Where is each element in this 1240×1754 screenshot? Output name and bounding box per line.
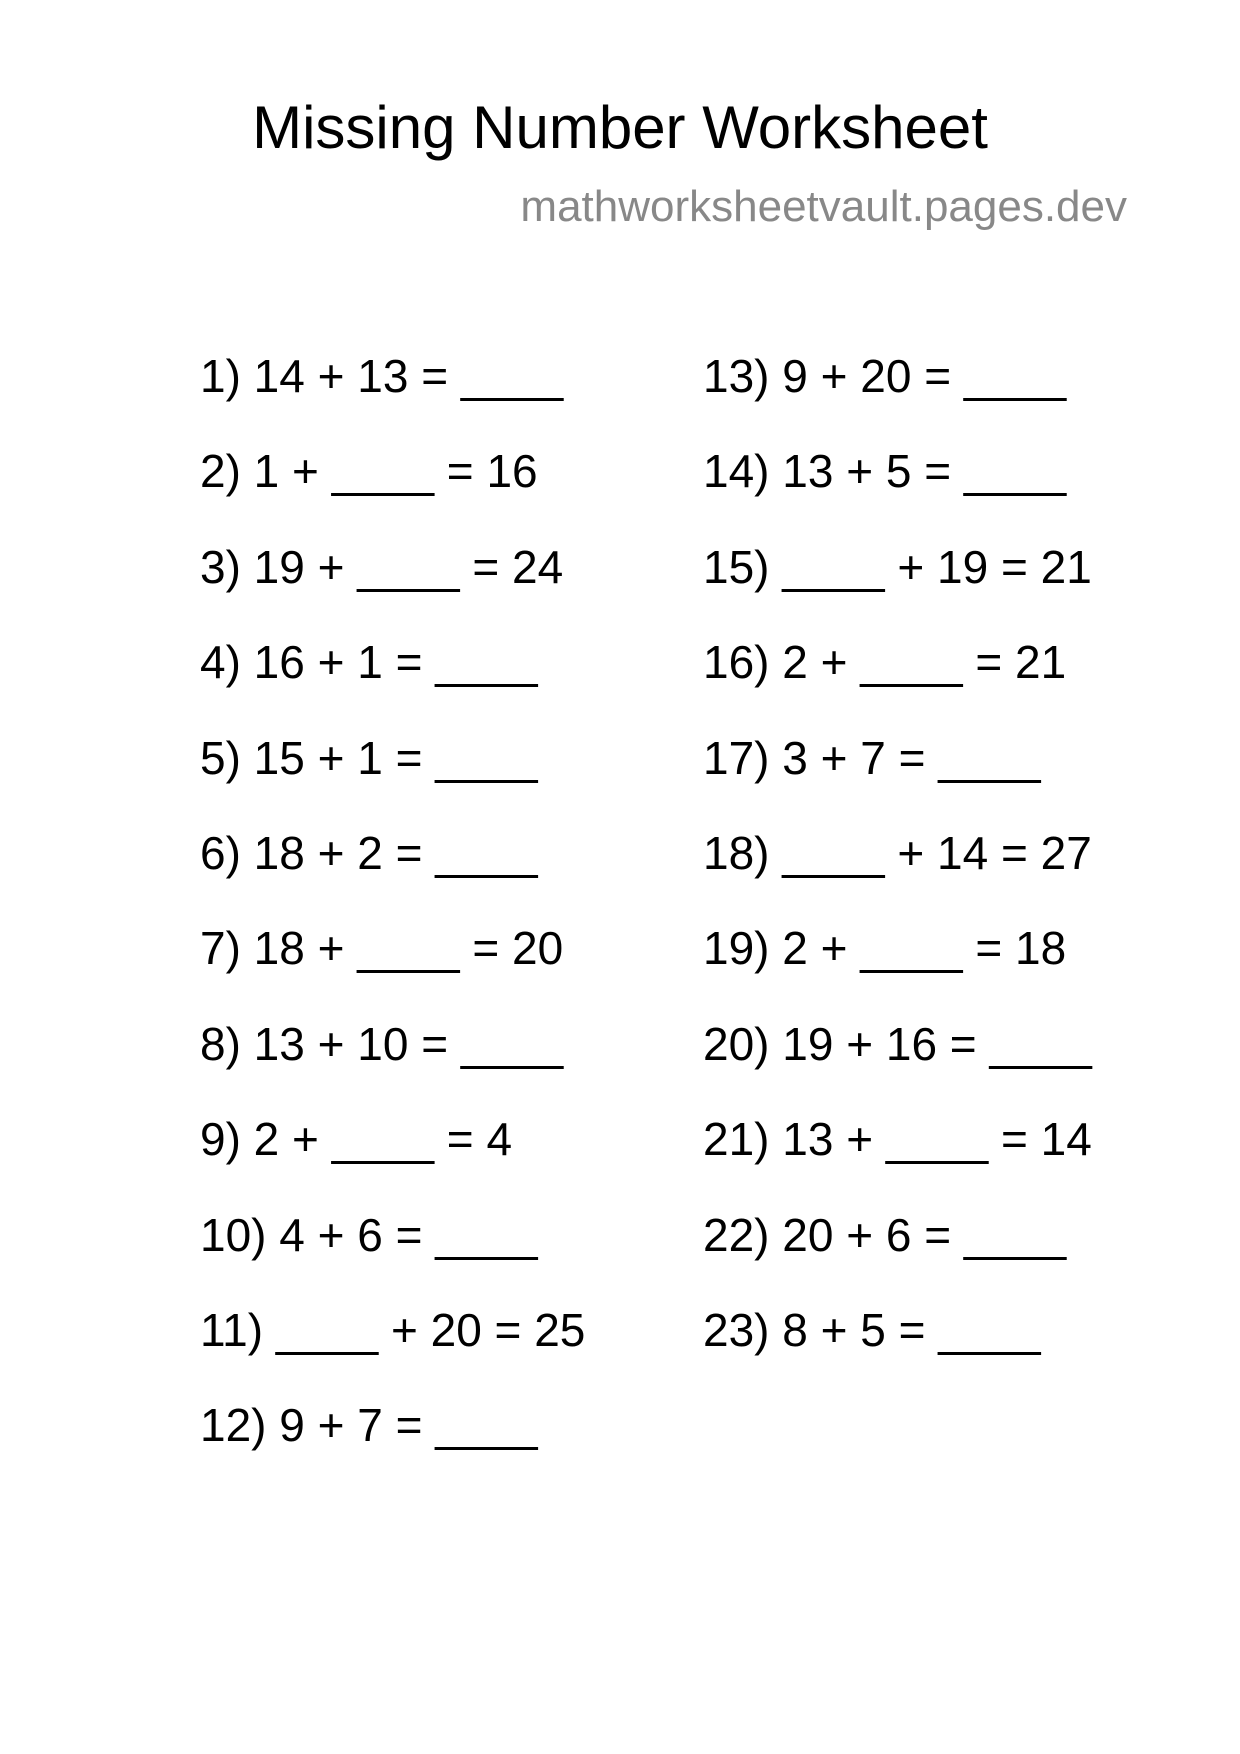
problem-item: 12) 9 + 7 = ____ [200,1399,538,1452]
problem-item: 17) 3 + 7 = ____ [703,731,1041,784]
problem-item: 21) 13 + ____ = 14 [703,1113,1092,1166]
problem-item: 6) 18 + 2 = ____ [200,826,538,879]
problem-item: 16) 2 + ____ = 21 [703,636,1067,689]
problem-column-right [703,350,1092,1402]
problem-column-left [200,350,586,1498]
problem-item: 19) 2 + ____ = 18 [703,922,1067,975]
problem-item: 3) 19 + ____ = 24 [200,540,564,593]
problem-item: 22) 20 + 6 = ____ [703,1208,1067,1261]
problem-item: 11) ____ + 20 = 25 [200,1303,586,1356]
problem-item: 9) 2 + ____ = 4 [200,1113,513,1166]
problem-item: 1) 14 + 13 = ____ [200,350,564,402]
problem-item: 14) 13 + 5 = ____ [703,445,1067,498]
problem-item: 15) ____ + 19 = 21 [703,540,1092,593]
problem-item: 8) 13 + 10 = ____ [200,1017,564,1070]
problem-item: 20) 19 + 16 = ____ [703,1017,1092,1070]
page-title: Missing Number Worksheet [252,94,988,161]
problem-item: 10) 4 + 6 = ____ [200,1208,538,1261]
problem-item: 18) ____ + 14 = 27 [703,826,1092,879]
problem-item: 4) 16 + 1 = ____ [200,636,538,689]
problem-item: 13) 9 + 20 = ____ [703,350,1067,402]
source-url: mathworksheetvault.pages.dev [520,182,1127,231]
problem-item: 7) 18 + ____ = 20 [200,922,564,975]
problem-item: 5) 15 + 1 = ____ [200,731,538,784]
problem-item: 23) 8 + 5 = ____ [703,1303,1041,1356]
problem-item: 2) 1 + ____ = 16 [200,445,538,498]
